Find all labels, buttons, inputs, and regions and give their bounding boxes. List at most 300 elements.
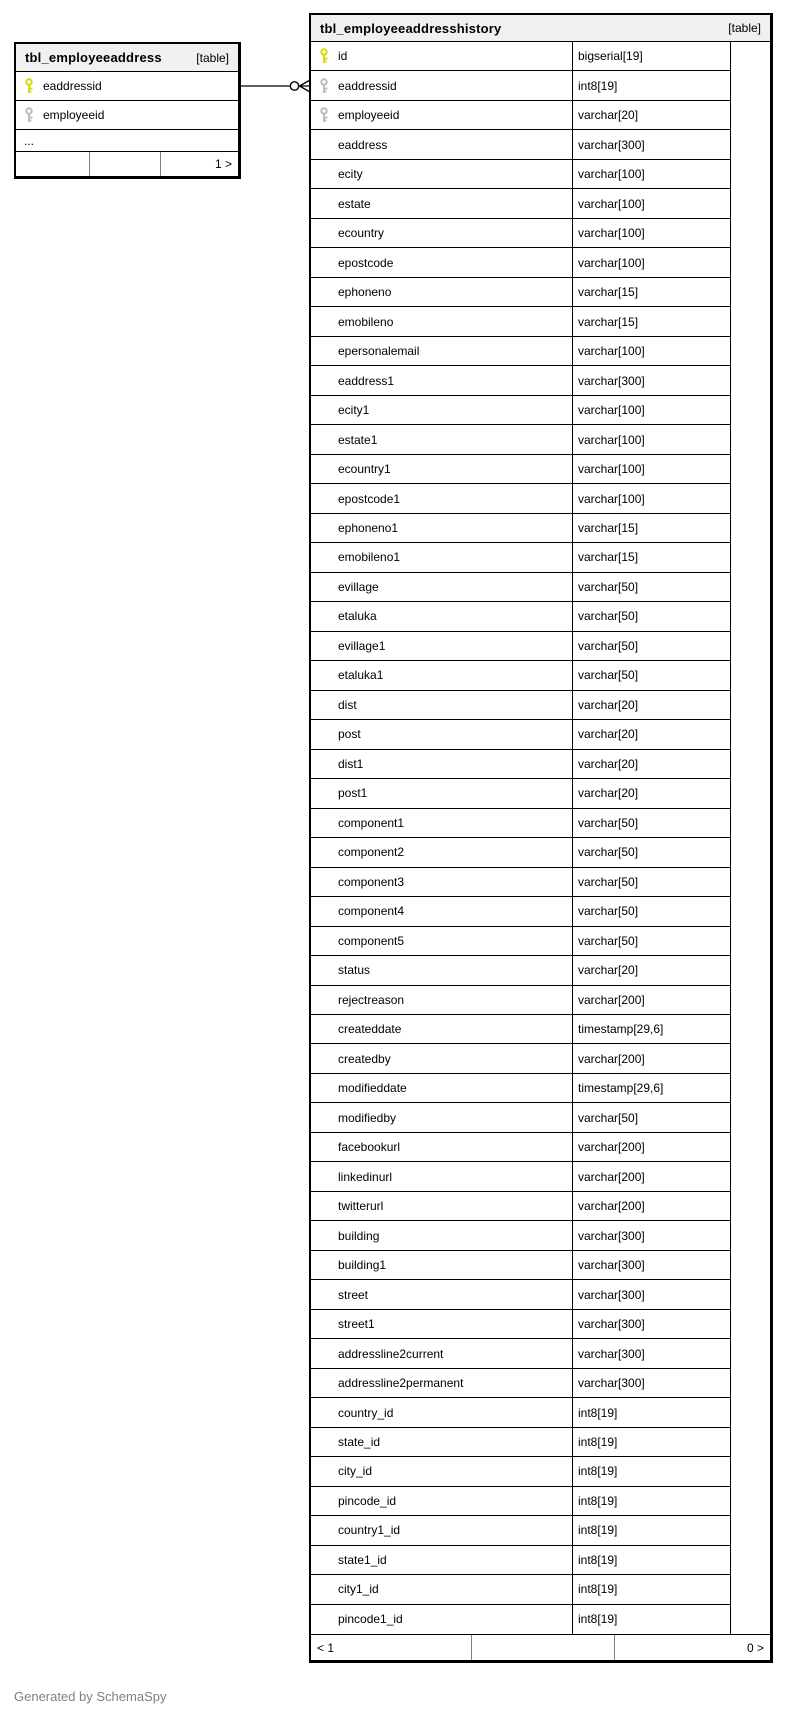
column-row bbox=[311, 720, 731, 749]
column-row bbox=[311, 425, 731, 454]
column-row bbox=[311, 573, 731, 602]
column-name: linkedinurl bbox=[338, 1169, 393, 1184]
column-row bbox=[311, 1546, 731, 1575]
column-type-cell bbox=[573, 1339, 731, 1367]
column-row bbox=[311, 160, 731, 189]
column-type: int8[19] bbox=[578, 1552, 618, 1567]
column-type-cell bbox=[573, 484, 731, 512]
column-name: city_id bbox=[338, 1464, 373, 1479]
column-row bbox=[311, 1133, 731, 1162]
column-name-cell bbox=[311, 1428, 573, 1456]
column-row bbox=[311, 809, 731, 838]
column-name: modifieddate bbox=[338, 1081, 407, 1096]
column-type-cell bbox=[573, 130, 731, 158]
column-type: varchar[100] bbox=[578, 403, 645, 418]
column-name: rejectreason bbox=[338, 992, 405, 1007]
column-type-cell bbox=[573, 1280, 731, 1308]
column-type-cell bbox=[573, 189, 731, 217]
column-name-cell bbox=[311, 750, 573, 778]
column-type: varchar[20] bbox=[578, 786, 639, 801]
column-name: component1 bbox=[338, 815, 405, 830]
column-name: component3 bbox=[338, 874, 405, 889]
column-name-cell bbox=[311, 1221, 573, 1249]
fk-relationship-connector bbox=[241, 77, 311, 95]
column-type-cell bbox=[573, 1575, 731, 1603]
column-row bbox=[311, 1015, 731, 1044]
related-count-badge: < 1 bbox=[317, 1640, 335, 1655]
column-type: varchar[100] bbox=[578, 432, 645, 447]
column-type-cell bbox=[573, 219, 731, 247]
column-name-cell bbox=[311, 278, 573, 306]
column-type-cell bbox=[573, 691, 731, 719]
column-row bbox=[311, 101, 731, 130]
column-name: facebookurl bbox=[338, 1140, 401, 1155]
column-type: varchar[300] bbox=[578, 1346, 645, 1361]
column-row bbox=[16, 101, 238, 130]
column-name-cell bbox=[311, 720, 573, 748]
column-row bbox=[311, 1398, 731, 1427]
column-type: varchar[20] bbox=[578, 963, 639, 978]
column-type-cell bbox=[573, 1546, 731, 1574]
column-name-cell bbox=[311, 691, 573, 719]
table-title[interactable]: tbl_employeeaddresshistory bbox=[320, 20, 502, 36]
column-type: bigserial[19] bbox=[578, 49, 643, 64]
column-name-cell bbox=[311, 602, 573, 630]
column-type-cell bbox=[573, 661, 731, 689]
column-type: varchar[15] bbox=[578, 314, 639, 329]
column-type-cell bbox=[573, 71, 731, 99]
column-name: eaddress bbox=[338, 137, 388, 152]
column-type-cell bbox=[573, 307, 731, 335]
column-name-cell bbox=[311, 1457, 573, 1485]
column-name-cell bbox=[311, 1074, 573, 1102]
column-name-cell bbox=[311, 543, 573, 571]
column-row bbox=[311, 1605, 731, 1634]
column-type: varchar[20] bbox=[578, 727, 639, 742]
column-name-cell bbox=[311, 838, 573, 866]
column-row bbox=[311, 602, 731, 631]
column-type: varchar[50] bbox=[578, 609, 639, 624]
table-body bbox=[311, 42, 770, 1635]
column-name: post1 bbox=[338, 786, 368, 801]
column-row bbox=[311, 366, 731, 395]
column-row bbox=[311, 219, 731, 248]
column-type-cell bbox=[573, 956, 731, 984]
column-name-cell bbox=[311, 1398, 573, 1426]
column-type-cell bbox=[573, 1044, 731, 1072]
column-type-cell bbox=[573, 160, 731, 188]
column-name-cell bbox=[311, 1487, 573, 1515]
column-type: timestamp[29,6] bbox=[578, 1022, 664, 1037]
column-name-cell bbox=[311, 1310, 573, 1338]
column-row bbox=[311, 396, 731, 425]
zero-or-one-circle-icon bbox=[290, 82, 298, 90]
column-type: varchar[200] bbox=[578, 992, 645, 1007]
column-name: evillage1 bbox=[338, 638, 386, 653]
column-type: varchar[50] bbox=[578, 815, 639, 830]
column-name-cell bbox=[311, 337, 573, 365]
key-icon bbox=[319, 78, 329, 94]
column-type: varchar[200] bbox=[578, 1140, 645, 1155]
column-type: varchar[300] bbox=[578, 137, 645, 152]
column-type-cell bbox=[573, 1428, 731, 1456]
column-name-cell bbox=[311, 366, 573, 394]
index-column-spacer bbox=[731, 42, 770, 1634]
column-name: estate bbox=[338, 196, 371, 211]
column-name: ecity1 bbox=[338, 403, 370, 418]
table-header bbox=[16, 44, 238, 72]
column-row bbox=[311, 1516, 731, 1545]
column-type-cell bbox=[573, 573, 731, 601]
column-type-cell bbox=[573, 602, 731, 630]
column-type: varchar[300] bbox=[578, 1258, 645, 1273]
column-name: modifiedby bbox=[338, 1110, 397, 1125]
column-name-cell bbox=[311, 809, 573, 837]
column-name-cell bbox=[311, 1369, 573, 1397]
column-row bbox=[311, 130, 731, 159]
footer-cell bbox=[89, 152, 160, 176]
column-type-cell bbox=[573, 543, 731, 571]
column-name-cell bbox=[311, 779, 573, 807]
column-name: addressline2permanent bbox=[338, 1376, 464, 1391]
column-type: varchar[15] bbox=[578, 285, 639, 300]
table-type-badge: [table] bbox=[196, 50, 229, 65]
column-name-cell bbox=[311, 1162, 573, 1190]
column-name-cell bbox=[311, 514, 573, 542]
column-name: employeeid bbox=[338, 108, 400, 123]
column-name: component5 bbox=[338, 933, 405, 948]
key-icon bbox=[24, 107, 34, 123]
column-row bbox=[311, 1310, 731, 1339]
column-type: int8[19] bbox=[578, 1405, 618, 1420]
column-row bbox=[311, 1428, 731, 1457]
column-type-cell bbox=[573, 720, 731, 748]
column-name-cell bbox=[311, 1605, 573, 1634]
column-name: post bbox=[338, 727, 361, 742]
column-name-cell bbox=[311, 927, 573, 955]
column-name-cell bbox=[311, 632, 573, 660]
column-type-cell bbox=[573, 1310, 731, 1338]
column-row bbox=[16, 130, 238, 152]
column-type-cell bbox=[573, 1457, 731, 1485]
column-type: int8[19] bbox=[578, 78, 618, 93]
column-type-cell bbox=[573, 750, 731, 778]
column-type-cell bbox=[573, 1133, 731, 1161]
column-name: createdby bbox=[338, 1051, 391, 1066]
column-name: building bbox=[338, 1228, 380, 1243]
column-type: varchar[100] bbox=[578, 226, 645, 241]
column-name: emobileno bbox=[338, 314, 394, 329]
column-row bbox=[311, 1369, 731, 1398]
column-name: pincode1_id bbox=[338, 1612, 403, 1627]
column-row bbox=[311, 691, 731, 720]
column-name: dist1 bbox=[338, 756, 364, 771]
column-row bbox=[311, 1103, 731, 1132]
column-type-cell bbox=[573, 838, 731, 866]
column-name: epostcode1 bbox=[338, 491, 401, 506]
column-row bbox=[311, 1575, 731, 1604]
column-name: country_id bbox=[338, 1405, 394, 1420]
column-name-cell bbox=[311, 484, 573, 512]
column-type: int8[19] bbox=[578, 1523, 618, 1538]
column-type-cell bbox=[573, 337, 731, 365]
table-footer bbox=[311, 1635, 770, 1660]
column-row bbox=[311, 543, 731, 572]
column-name: ephoneno bbox=[338, 285, 392, 300]
column-row bbox=[311, 189, 731, 218]
column-type: varchar[100] bbox=[578, 196, 645, 211]
column-type-cell bbox=[573, 809, 731, 837]
column-row bbox=[311, 1457, 731, 1486]
table-node-tbl-employeeaddress[interactable] bbox=[14, 42, 241, 179]
column-row bbox=[311, 1044, 731, 1073]
column-name: ... bbox=[24, 133, 35, 148]
column-name-cell bbox=[311, 986, 573, 1014]
column-type: timestamp[29,6] bbox=[578, 1081, 664, 1096]
column-row bbox=[311, 1192, 731, 1221]
column-name-cell bbox=[311, 1251, 573, 1279]
generated-by-credit: Generated by SchemaSpy bbox=[14, 1689, 167, 1704]
column-type-cell bbox=[573, 1369, 731, 1397]
column-name: street bbox=[338, 1287, 369, 1302]
column-name-cell bbox=[311, 1575, 573, 1603]
column-name: state_id bbox=[338, 1435, 381, 1449]
column-type: varchar[50] bbox=[578, 874, 639, 889]
column-type-cell bbox=[573, 1103, 731, 1131]
column-name-cell bbox=[311, 219, 573, 247]
column-name-cell bbox=[311, 130, 573, 158]
column-type: varchar[100] bbox=[578, 344, 645, 359]
column-name: dist bbox=[338, 697, 357, 712]
column-type: int8[19] bbox=[578, 1435, 618, 1449]
column-name: id bbox=[338, 49, 348, 64]
column-type-cell bbox=[573, 986, 731, 1014]
column-type-cell bbox=[573, 779, 731, 807]
column-name-cell bbox=[311, 307, 573, 335]
column-row bbox=[311, 42, 731, 71]
column-type: varchar[100] bbox=[578, 167, 645, 182]
column-name: country1_id bbox=[338, 1523, 401, 1538]
column-type: varchar[300] bbox=[578, 1317, 645, 1332]
column-type-cell bbox=[573, 868, 731, 896]
column-name-cell bbox=[311, 396, 573, 424]
column-name: etaluka bbox=[338, 609, 377, 624]
column-row bbox=[311, 897, 731, 926]
column-type: varchar[50] bbox=[578, 904, 639, 919]
column-name: ecountry bbox=[338, 226, 385, 241]
column-name-cell bbox=[311, 1133, 573, 1161]
column-row bbox=[311, 956, 731, 985]
column-row bbox=[311, 1487, 731, 1516]
column-type: varchar[50] bbox=[578, 668, 639, 683]
column-name: ephoneno1 bbox=[338, 520, 399, 535]
column-name-cell bbox=[311, 868, 573, 896]
column-type-cell bbox=[573, 455, 731, 483]
column-name: eaddressid bbox=[43, 79, 102, 93]
column-row bbox=[311, 248, 731, 277]
column-name-cell bbox=[311, 661, 573, 689]
column-name-cell bbox=[311, 42, 573, 70]
column-name: component2 bbox=[338, 845, 405, 860]
column-type: varchar[300] bbox=[578, 373, 645, 388]
column-name-cell bbox=[311, 160, 573, 188]
column-name-cell bbox=[311, 1103, 573, 1131]
column-list bbox=[16, 72, 238, 152]
column-type: varchar[50] bbox=[578, 579, 639, 594]
column-row bbox=[311, 337, 731, 366]
column-name-cell bbox=[311, 455, 573, 483]
column-name-cell bbox=[311, 573, 573, 601]
column-row bbox=[311, 1280, 731, 1309]
column-row bbox=[311, 1339, 731, 1368]
column-name-cell bbox=[311, 1192, 573, 1220]
column-name: createddate bbox=[338, 1022, 402, 1037]
column-type: varchar[200] bbox=[578, 1051, 645, 1066]
key-icon bbox=[24, 78, 34, 94]
column-name: estate1 bbox=[338, 432, 378, 447]
column-name: employeeid bbox=[43, 108, 105, 122]
column-name: addressline2current bbox=[338, 1346, 444, 1361]
column-row bbox=[311, 1251, 731, 1280]
related-count-badge: 0 > bbox=[614, 1635, 770, 1660]
column-type: varchar[50] bbox=[578, 1110, 639, 1125]
column-type: varchar[100] bbox=[578, 255, 645, 270]
column-type-cell bbox=[573, 514, 731, 542]
column-name-cell bbox=[311, 1546, 573, 1574]
column-row bbox=[311, 750, 731, 779]
column-type: varchar[200] bbox=[578, 1169, 645, 1184]
column-name: ecity bbox=[338, 167, 363, 182]
table-node-tbl-employeeaddresshistory[interactable] bbox=[309, 13, 773, 1663]
column-row bbox=[311, 1221, 731, 1250]
column-name-cell bbox=[311, 1339, 573, 1367]
column-type: varchar[300] bbox=[578, 1376, 645, 1391]
column-type: varchar[50] bbox=[578, 845, 639, 860]
column-name: status bbox=[338, 963, 371, 978]
column-type: varchar[15] bbox=[578, 550, 639, 565]
column-type-cell bbox=[573, 1192, 731, 1220]
column-type: varchar[50] bbox=[578, 933, 639, 948]
column-row bbox=[311, 455, 731, 484]
column-name-cell bbox=[311, 425, 573, 453]
column-name: building1 bbox=[338, 1258, 387, 1273]
column-name-cell bbox=[311, 189, 573, 217]
column-type: int8[19] bbox=[578, 1582, 618, 1597]
related-count-badge: 1 > bbox=[160, 152, 238, 176]
column-name: epostcode bbox=[338, 255, 394, 270]
column-type: varchar[100] bbox=[578, 491, 645, 506]
column-type-cell bbox=[573, 425, 731, 453]
column-name-cell bbox=[311, 1516, 573, 1544]
table-header bbox=[311, 15, 770, 42]
table-footer bbox=[16, 152, 238, 176]
column-row bbox=[311, 927, 731, 956]
column-name: component4 bbox=[338, 904, 405, 919]
column-row bbox=[311, 71, 731, 100]
column-type-cell bbox=[573, 632, 731, 660]
column-name: evillage bbox=[338, 579, 379, 594]
key-icon bbox=[319, 48, 329, 64]
column-type: varchar[20] bbox=[578, 756, 639, 771]
column-row bbox=[311, 986, 731, 1015]
column-row bbox=[311, 307, 731, 336]
column-type: int8[19] bbox=[578, 1464, 618, 1479]
column-row bbox=[311, 779, 731, 808]
column-type: varchar[300] bbox=[578, 1287, 645, 1302]
column-type-cell bbox=[573, 1015, 731, 1043]
column-type: varchar[100] bbox=[578, 462, 645, 477]
column-name-cell bbox=[311, 1280, 573, 1308]
column-type-cell bbox=[573, 248, 731, 276]
column-name-cell bbox=[311, 248, 573, 276]
column-name: twitterurl bbox=[338, 1199, 384, 1214]
column-name: etaluka1 bbox=[338, 668, 384, 683]
column-name-cell bbox=[311, 71, 573, 99]
column-type-cell bbox=[573, 1162, 731, 1190]
column-name: city1_id bbox=[338, 1582, 379, 1597]
column-name-cell bbox=[311, 956, 573, 984]
column-row bbox=[311, 661, 731, 690]
column-type: varchar[50] bbox=[578, 638, 639, 653]
column-name: emobileno1 bbox=[338, 550, 401, 565]
column-type: int8[19] bbox=[578, 1612, 618, 1627]
column-row bbox=[311, 514, 731, 543]
column-row bbox=[311, 484, 731, 513]
column-type-cell bbox=[573, 1398, 731, 1426]
column-type-cell bbox=[573, 396, 731, 424]
column-row bbox=[311, 632, 731, 661]
column-type: varchar[20] bbox=[578, 697, 639, 712]
column-type-cell bbox=[573, 1251, 731, 1279]
column-name-cell bbox=[311, 897, 573, 925]
column-name: eaddressid bbox=[338, 78, 397, 93]
column-type: varchar[15] bbox=[578, 520, 639, 535]
table-title[interactable]: tbl_employeeaddress bbox=[25, 50, 162, 65]
column-type-cell bbox=[573, 42, 731, 70]
column-type-cell bbox=[573, 278, 731, 306]
key-icon bbox=[319, 107, 329, 123]
footer-cell bbox=[16, 152, 89, 176]
column-name: pincode_id bbox=[338, 1493, 397, 1508]
column-name: epersonalemail bbox=[338, 344, 420, 359]
column-name-cell bbox=[311, 101, 573, 129]
column-row bbox=[311, 868, 731, 897]
column-type-cell bbox=[573, 1487, 731, 1515]
column-type: varchar[300] bbox=[578, 1228, 645, 1243]
column-type-cell bbox=[573, 1221, 731, 1249]
column-row bbox=[311, 1162, 731, 1191]
column-type: varchar[200] bbox=[578, 1199, 645, 1214]
column-type-cell bbox=[573, 366, 731, 394]
footer-cell bbox=[471, 1635, 614, 1660]
column-row bbox=[311, 1074, 731, 1103]
column-name: eaddress1 bbox=[338, 373, 395, 388]
column-row bbox=[311, 278, 731, 307]
column-name-cell bbox=[311, 1015, 573, 1043]
column-name: ecountry1 bbox=[338, 462, 391, 477]
column-type-cell bbox=[573, 1605, 731, 1634]
column-type-cell bbox=[573, 927, 731, 955]
column-type: int8[19] bbox=[578, 1493, 618, 1508]
column-name: street1 bbox=[338, 1317, 375, 1332]
column-type-cell bbox=[573, 1074, 731, 1102]
column-type-cell bbox=[573, 897, 731, 925]
column-type-cell bbox=[573, 101, 731, 129]
table-type-badge: [table] bbox=[728, 21, 761, 35]
column-type-cell bbox=[573, 1516, 731, 1544]
column-row bbox=[311, 838, 731, 867]
column-list bbox=[311, 42, 731, 1634]
